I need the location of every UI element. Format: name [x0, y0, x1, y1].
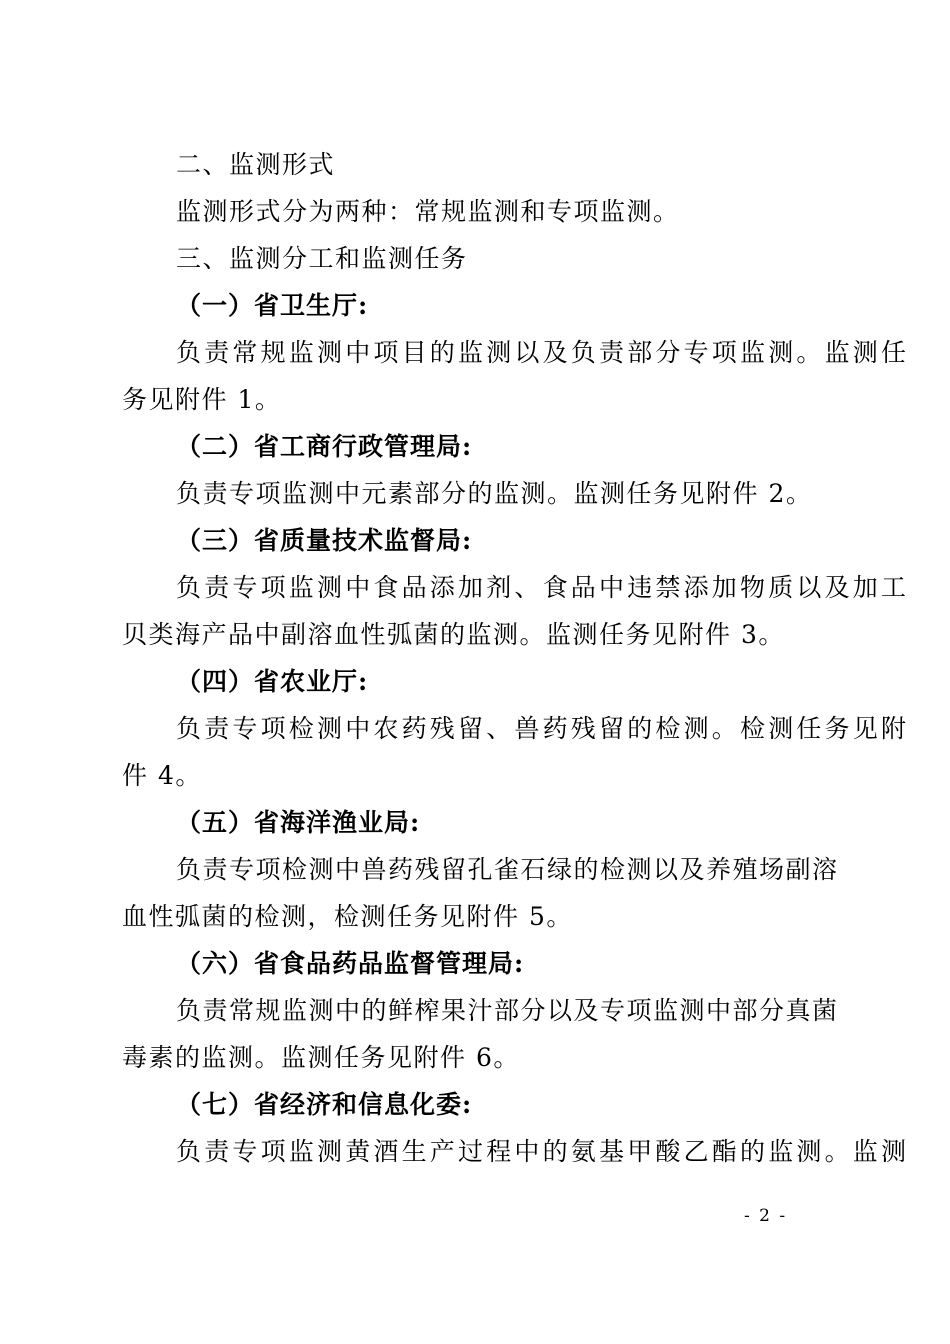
subsection-heading-health-department: （一）省卫生厅: [176, 291, 369, 320]
subsection-heading-agriculture-department: （四）省农业厅: [176, 667, 369, 696]
paragraph-line: 负责专项监测黄酒生产过程中的氨基甲酸乙酯的监测。监测 [176, 1137, 910, 1166]
paragraph-line: 负责常规监测中项目的监测以及负责部分专项监测。监测任 [176, 338, 910, 367]
paragraph-line: 血性弧菌的检测，检测任务见附件 5。 [122, 902, 573, 931]
paragraph-line: 负责专项检测中兽药残留孔雀石绿的检测以及养殖场副溶 [176, 855, 839, 884]
paragraph-line: 监测形式分为两种：常规监测和专项监测。 [176, 197, 680, 226]
subsection-heading-economy-information-commission: （七）省经济和信息化委: [176, 1090, 473, 1119]
page-number: - 2 - [744, 1206, 788, 1226]
paragraph-line: 负责专项监测中元素部分的监测。监测任务见附件 2。 [176, 479, 813, 508]
section-heading-division-of-tasks: 三、监测分工和监测任务 [176, 244, 468, 273]
paragraph-line: 负责常规监测中的鲜榨果汁部分以及专项监测中部分真菌 [176, 996, 839, 1025]
paragraph-line: 件 4。 [122, 761, 202, 790]
subsection-heading-food-drug-administration: （六）省食品药品监督管理局: [176, 949, 525, 978]
subsection-heading-ocean-fishery-bureau: （五）省海洋渔业局: [176, 808, 421, 837]
paragraph-line: 务见附件 1。 [122, 385, 282, 414]
paragraph-line: 贝类海产品中副溶血性弧菌的监测。监测任务见附件 3。 [122, 620, 785, 649]
paragraph-line: 毒素的监测。监测任务见附件 6。 [122, 1043, 520, 1072]
subsection-heading-quality-supervision-bureau: （三）省质量技术监督局: [176, 526, 473, 555]
section-heading-monitoring-form: 二、监测形式 [176, 150, 336, 179]
paragraph-line: 负责专项检测中农药残留、兽药残留的检测。检测任务见附 [176, 714, 910, 743]
paragraph-line: 负责专项监测中食品添加剂、食品中违禁添加物质以及加工 [176, 573, 910, 602]
subsection-heading-industry-commerce-bureau: （二）省工商行政管理局: [176, 432, 473, 461]
